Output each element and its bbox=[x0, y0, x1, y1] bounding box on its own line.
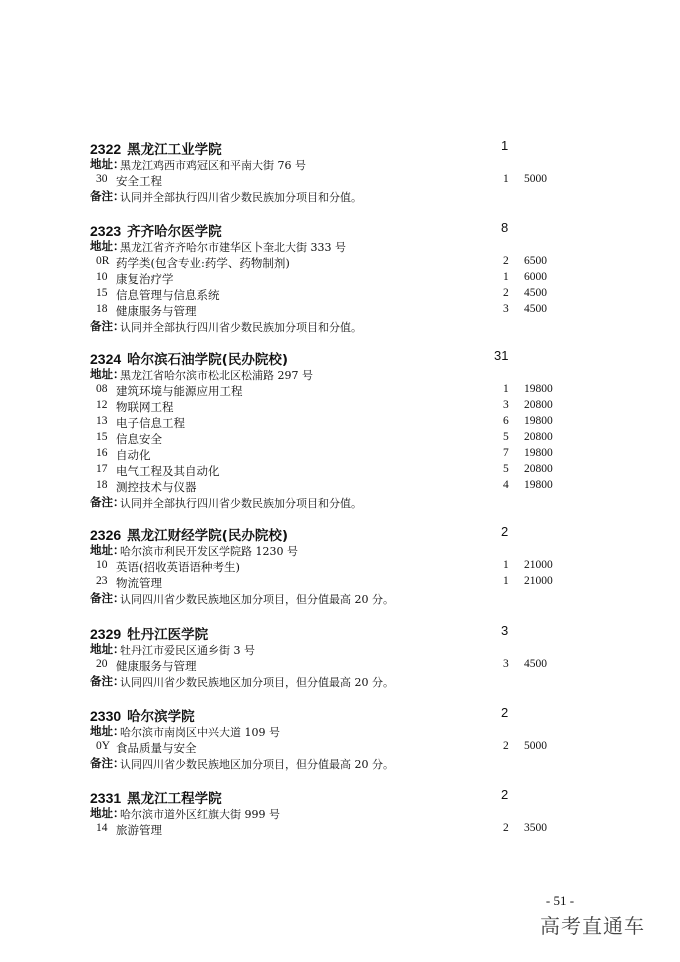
major-count: 1 bbox=[503, 271, 509, 283]
school-code: 2330 bbox=[90, 708, 122, 724]
note-text: 认同并全部执行四川省少数民族加分项目和分值。 bbox=[120, 191, 362, 204]
major-count: 3 bbox=[503, 303, 509, 315]
major-row bbox=[0, 398, 680, 414]
major-count: 1 bbox=[503, 383, 509, 395]
note-label: 备注： bbox=[90, 674, 125, 688]
major-fee: 4500 bbox=[524, 287, 547, 299]
address-row bbox=[0, 366, 680, 382]
school-name: 黑龙江财经学院(民办院校) bbox=[127, 528, 288, 544]
school-code: 2322 bbox=[90, 141, 122, 157]
major-fee: 21000 bbox=[524, 575, 553, 587]
school-name: 哈尔滨石油学院(民办院校) bbox=[127, 352, 288, 368]
address-label: 地址： bbox=[90, 806, 125, 820]
school-name: 牡丹江医学院 bbox=[127, 627, 209, 643]
note-row bbox=[0, 673, 680, 689]
major-code: 10 bbox=[96, 559, 108, 571]
note-row bbox=[0, 755, 680, 771]
address-row bbox=[0, 723, 680, 739]
note-text: 认同四川省少数民族地区加分项目，但分值最高 20 分。 bbox=[120, 676, 394, 689]
major-name: 信息安全 bbox=[116, 432, 162, 446]
major-count: 5 bbox=[503, 431, 509, 443]
major-count: 4 bbox=[503, 479, 509, 491]
major-row bbox=[0, 270, 680, 286]
major-code: 13 bbox=[96, 415, 108, 427]
major-name: 食品质量与安全 bbox=[116, 741, 197, 755]
major-name: 康复治疗学 bbox=[116, 272, 174, 286]
major-name: 安全工程 bbox=[116, 174, 162, 188]
major-name: 健康服务与管理 bbox=[116, 304, 197, 318]
major-count: 3 bbox=[503, 399, 509, 411]
address-text: 牡丹江市爱民区通乡街 3 号 bbox=[120, 644, 255, 657]
major-count: 2 bbox=[503, 822, 509, 834]
school-code: 2331 bbox=[90, 790, 122, 806]
major-fee: 19800 bbox=[524, 383, 553, 395]
major-fee: 4500 bbox=[524, 658, 547, 670]
major-name: 药学类(包含专业:药学、药物制剂) bbox=[116, 256, 290, 270]
major-code: 08 bbox=[96, 383, 108, 395]
major-row bbox=[0, 657, 680, 673]
note-row bbox=[0, 318, 680, 334]
address-label: 地址： bbox=[90, 239, 125, 253]
major-fee: 19800 bbox=[524, 415, 553, 427]
address-text: 哈尔滨市南岗区中兴大道 109 号 bbox=[120, 726, 280, 739]
address-row bbox=[0, 156, 680, 172]
major-code: 18 bbox=[96, 479, 108, 491]
major-name: 建筑环境与能源应用工程 bbox=[116, 384, 243, 398]
major-row bbox=[0, 430, 680, 446]
school-code: 2323 bbox=[90, 223, 122, 239]
major-code: 12 bbox=[96, 399, 108, 411]
major-fee: 5000 bbox=[524, 173, 547, 185]
major-code: 16 bbox=[96, 447, 108, 459]
address-label: 地址： bbox=[90, 642, 125, 656]
page-number: - 51 - bbox=[545, 893, 575, 908]
major-code: 0R bbox=[96, 255, 110, 267]
address-row bbox=[0, 805, 680, 821]
major-row bbox=[0, 739, 680, 755]
major-fee: 3500 bbox=[524, 822, 547, 834]
school-name: 黑龙江工业学院 bbox=[127, 142, 222, 158]
major-row bbox=[0, 302, 680, 318]
major-code: 15 bbox=[96, 431, 108, 443]
major-code: 10 bbox=[96, 271, 108, 283]
major-row bbox=[0, 821, 680, 837]
major-name: 电气工程及其自动化 bbox=[116, 464, 220, 478]
address-label: 地址： bbox=[90, 543, 125, 557]
major-code: 14 bbox=[96, 822, 108, 834]
note-row bbox=[0, 590, 680, 606]
major-count: 6 bbox=[503, 415, 509, 427]
major-fee: 19800 bbox=[524, 479, 553, 491]
school-count: 2 bbox=[501, 787, 509, 802]
major-fee: 6000 bbox=[524, 271, 547, 283]
address-text: 哈尔滨市利民开发区学院路 1230 号 bbox=[120, 545, 298, 558]
school-code: 2329 bbox=[90, 626, 122, 642]
major-fee: 19800 bbox=[524, 447, 553, 459]
major-row bbox=[0, 414, 680, 430]
watermark: 高考直通车 bbox=[540, 914, 645, 938]
major-row bbox=[0, 382, 680, 398]
major-count: 1 bbox=[503, 575, 509, 587]
school-title-row bbox=[0, 348, 680, 368]
major-name: 信息管理与信息系统 bbox=[116, 288, 220, 302]
major-name: 物联网工程 bbox=[116, 400, 174, 414]
school-count: 2 bbox=[501, 705, 509, 720]
major-row bbox=[0, 172, 680, 188]
school-count: 31 bbox=[494, 348, 509, 363]
major-code: 30 bbox=[96, 173, 108, 185]
school-name: 哈尔滨学院 bbox=[127, 709, 195, 725]
note-label: 备注： bbox=[90, 189, 125, 203]
major-count: 2 bbox=[503, 740, 509, 752]
major-fee: 21000 bbox=[524, 559, 553, 571]
note-row bbox=[0, 188, 680, 204]
address-text: 黑龙江省齐齐哈尔市建华区卜奎北大街 333 号 bbox=[120, 241, 346, 254]
school-count: 2 bbox=[501, 524, 509, 539]
school-title-row bbox=[0, 138, 680, 158]
major-name: 旅游管理 bbox=[116, 823, 162, 837]
major-row bbox=[0, 254, 680, 270]
school-count: 1 bbox=[501, 138, 509, 153]
major-code: 17 bbox=[96, 463, 108, 475]
major-name: 测控技术与仪器 bbox=[116, 480, 197, 494]
school-name: 齐齐哈尔医学院 bbox=[127, 224, 222, 240]
major-name: 自动化 bbox=[116, 448, 151, 462]
note-text: 认同四川省少数民族地区加分项目，但分值最高 20 分。 bbox=[120, 758, 394, 771]
school-title-row bbox=[0, 623, 680, 643]
note-label: 备注： bbox=[90, 591, 125, 605]
major-count: 2 bbox=[503, 287, 509, 299]
major-fee: 4500 bbox=[524, 303, 547, 315]
major-fee: 6500 bbox=[524, 255, 547, 267]
note-label: 备注： bbox=[90, 319, 125, 333]
school-title-row bbox=[0, 220, 680, 240]
major-name: 英语(招收英语语种考生) bbox=[116, 560, 240, 574]
major-fee: 5000 bbox=[524, 740, 547, 752]
major-fee: 20800 bbox=[524, 463, 553, 475]
address-text: 黑龙江省哈尔滨市松北区松浦路 297 号 bbox=[120, 369, 313, 382]
address-label: 地址： bbox=[90, 724, 125, 738]
note-label: 备注： bbox=[90, 495, 125, 509]
address-row bbox=[0, 641, 680, 657]
major-count: 2 bbox=[503, 255, 509, 267]
address-label: 地址： bbox=[90, 157, 125, 171]
note-text: 认同并全部执行四川省少数民族加分项目和分值。 bbox=[120, 497, 362, 510]
major-row bbox=[0, 478, 680, 494]
major-row bbox=[0, 558, 680, 574]
school-count: 3 bbox=[501, 623, 509, 638]
major-row bbox=[0, 446, 680, 462]
major-row bbox=[0, 574, 680, 590]
address-text: 哈尔滨市道外区红旗大街 999 号 bbox=[120, 808, 280, 821]
school-code: 2324 bbox=[90, 351, 122, 367]
major-row bbox=[0, 462, 680, 478]
major-count: 3 bbox=[503, 658, 509, 670]
school-code: 2326 bbox=[90, 527, 122, 543]
major-code: 0Y bbox=[96, 740, 111, 752]
school-title-row bbox=[0, 787, 680, 807]
major-code: 23 bbox=[96, 575, 108, 587]
address-row bbox=[0, 238, 680, 254]
note-text: 认同并全部执行四川省少数民族加分项目和分值。 bbox=[120, 321, 362, 334]
major-count: 1 bbox=[503, 559, 509, 571]
school-title-row bbox=[0, 705, 680, 725]
major-fee: 20800 bbox=[524, 431, 553, 443]
major-name: 物流管理 bbox=[116, 576, 162, 590]
note-label: 备注： bbox=[90, 756, 125, 770]
major-row bbox=[0, 286, 680, 302]
major-name: 健康服务与管理 bbox=[116, 659, 197, 673]
address-text: 黑龙江鸡西市鸡冠区和平南大街 76 号 bbox=[120, 159, 306, 172]
major-code: 15 bbox=[96, 287, 108, 299]
major-count: 1 bbox=[503, 173, 509, 185]
major-count: 5 bbox=[503, 463, 509, 475]
school-title-row bbox=[0, 524, 680, 544]
major-code: 18 bbox=[96, 303, 108, 315]
address-row bbox=[0, 542, 680, 558]
major-count: 7 bbox=[503, 447, 509, 459]
school-name: 黑龙江工程学院 bbox=[127, 791, 222, 807]
school-count: 8 bbox=[501, 220, 509, 235]
address-label: 地址： bbox=[90, 367, 125, 381]
major-code: 20 bbox=[96, 658, 108, 670]
major-fee: 20800 bbox=[524, 399, 553, 411]
major-name: 电子信息工程 bbox=[116, 416, 185, 430]
note-row bbox=[0, 494, 680, 510]
note-text: 认同四川省少数民族地区加分项目，但分值最高 20 分。 bbox=[120, 593, 394, 606]
